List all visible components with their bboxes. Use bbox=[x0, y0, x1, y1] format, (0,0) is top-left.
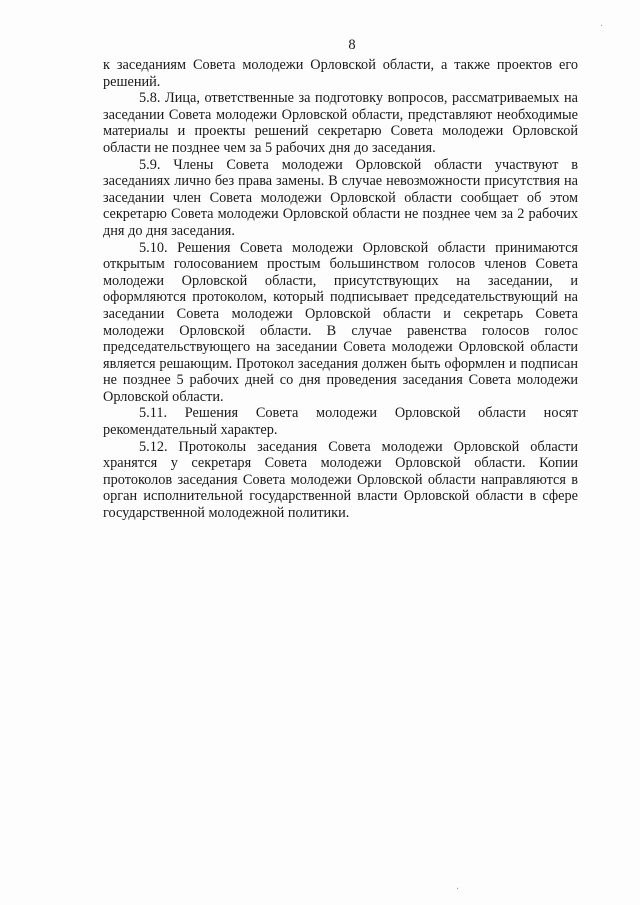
paragraph-5-10: 5.10. Решения Совета молодежи Орловской области принимаются открытым голосованием простым большинством голосов членов Совета молодежи Орловской области, присутствующих на заседании, и оформляются протоколом, который подписывает председательствующий на заседании Совета молодежи Орловской области и секретарь Совета молодежи Орловской области. В случае равенства голосов голос председательствующего на заседании Совета молодежи Орловской области является решающим. Протокол заседания должен быть оформлен и подписан не позднее 5 рабочих дней со дня проведения заседания Совета молодежи Орловской области. bbox=[103, 239, 578, 405]
paragraph-5-9: 5.9. Члены Совета молодежи Орловской области участвуют в заседаниях лично без права замены. В случае невозможности присутствия на заседании член Совета молодежи Орловской области сообщает об этом секретарю Совета молодежи Орловской области не позднее чем за 2 рабочих дня до дня заседания. bbox=[103, 156, 578, 239]
paragraph-5-12: 5.12. Протоколы заседания Совета молодежи Орловской области хранятся у секретаря Совета молодежи Орловской области. Копии протоколов заседания Совета молодежи Орловской области направляются в орган исполнительной государственной власти Орловской области в сфере государственной молодежной политики. bbox=[103, 438, 578, 522]
page-number: 8 bbox=[348, 37, 356, 53]
paragraph-5-8: 5.8. Лица, ответственные за подготовку вопросов, рассматриваемых на заседании Совета молодежи Орловской области, представляют необходимые материалы и проекты решений секретарю Совета молодежи Орловской области не позднее чем за 5 рабочих дня до заседания. bbox=[103, 90, 578, 156]
document-body bbox=[103, 57, 578, 522]
paragraph-5-11: 5.11. Решения Совета молодежи Орловской области носят рекомендательный характер. bbox=[103, 405, 578, 439]
scan-speck: · bbox=[456, 884, 460, 895]
paragraph-continuation: к заседаниям Совета молодежи Орловской области, а также проектов его решений. bbox=[103, 57, 578, 90]
scan-speck: · bbox=[600, 21, 604, 32]
